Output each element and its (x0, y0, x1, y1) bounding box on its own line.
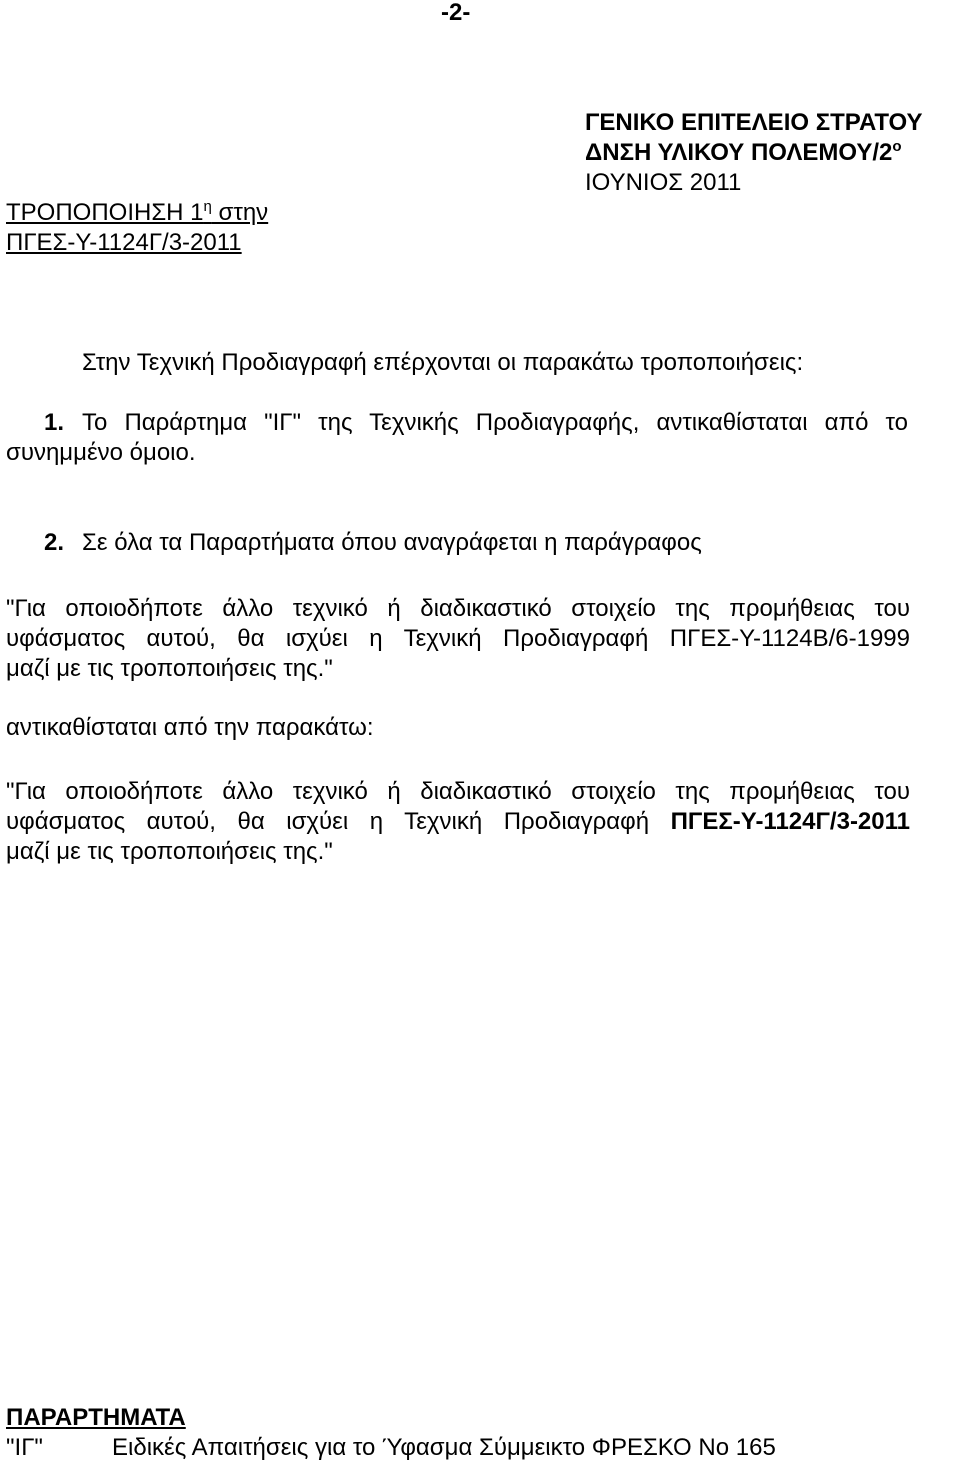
new-clause-line2-text: υφάσματος αυτού, θα ισχύει η Τεχνική Προδιαγραφή (6, 808, 650, 835)
old-clause-line1: "Για οποιοδήποτε άλλο τεχνικό ή διαδικαστικό στοιχείο της προμήθειας του (6, 595, 910, 622)
annex-item-title: Ειδικές Απαιτήσεις για το Ύφασμα Σύμμεικτο ΦΡΕΣΚΟ Νο 165 (112, 1434, 776, 1461)
item1-number: 1. (44, 409, 65, 436)
old-clause-line3: μαζί με τις τροποποιήσεις της." (6, 655, 333, 682)
amendment-line2: ΠΓΕΣ-Υ-1124Γ/3-2011 (6, 229, 242, 256)
new-clause-spec-code: ΠΓΕΣ-Υ-1124Γ/3-2011 (670, 808, 910, 835)
header-directorate-sup: ο (892, 138, 902, 155)
header-directorate (585, 138, 902, 168)
page-number: -2- (441, 0, 471, 26)
new-clause (6, 777, 910, 867)
new-clause-line3: μαζί με τις τροποποιήσεις της." (6, 838, 333, 865)
header-org: ΓΕΝΙΚΟ ΕΠΙΤΕΛΕΙΟ ΣΤΡΑΤΟΥ (585, 109, 923, 136)
annex-item-code: "ΙΓ" (6, 1434, 43, 1461)
old-clause (6, 594, 910, 684)
new-clause-line1: "Για οποιοδήποτε άλλο τεχνικό ή διαδικαστικό στοιχείο της προμήθειας του (6, 778, 910, 805)
old-clause-line2: υφάσματος αυτού, θα ισχύει η Τεχνική Προδιαγραφή ΠΓΕΣ-Υ-1124Β/6-1999 (6, 625, 910, 652)
replaced-by-text: αντικαθίσταται από την παρακάτω: (6, 714, 374, 741)
header-directorate-text: ΔΝΣΗ ΥΛΙΚΟΥ ΠΟΛΕΜΟΥ/2 (585, 139, 893, 166)
item2-text: Σε όλα τα Παραρτήματα όπου αναγράφεται η παράγραφος (82, 529, 702, 556)
annexes-heading: ΠΑΡΑΡΤΗΜΑΤΑ (6, 1404, 186, 1431)
amendment-line1 (6, 198, 268, 228)
item2-number: 2. (44, 529, 65, 556)
amendment-line1-sup: η (203, 198, 212, 215)
amendment-line1-post: στην (211, 199, 269, 226)
new-clause-line2 (6, 807, 910, 837)
item1-line1: Το Παράρτημα "ΙΓ" της Τεχνικής Προδιαγραφής, αντικαθίσταται από το (82, 409, 908, 436)
amendment-line1-pre: ΤΡΟΠΟΠΟΙΗΣΗ 1 (6, 199, 204, 226)
item1-line2: συνημμένο όμοιο. (6, 439, 196, 466)
intro-text: Στην Τεχνική Προδιαγραφή επέρχονται οι παρακάτω τροποποιήσεις: (82, 349, 804, 376)
header-date: ΙΟΥΝΙΟΣ 2011 (585, 169, 742, 196)
